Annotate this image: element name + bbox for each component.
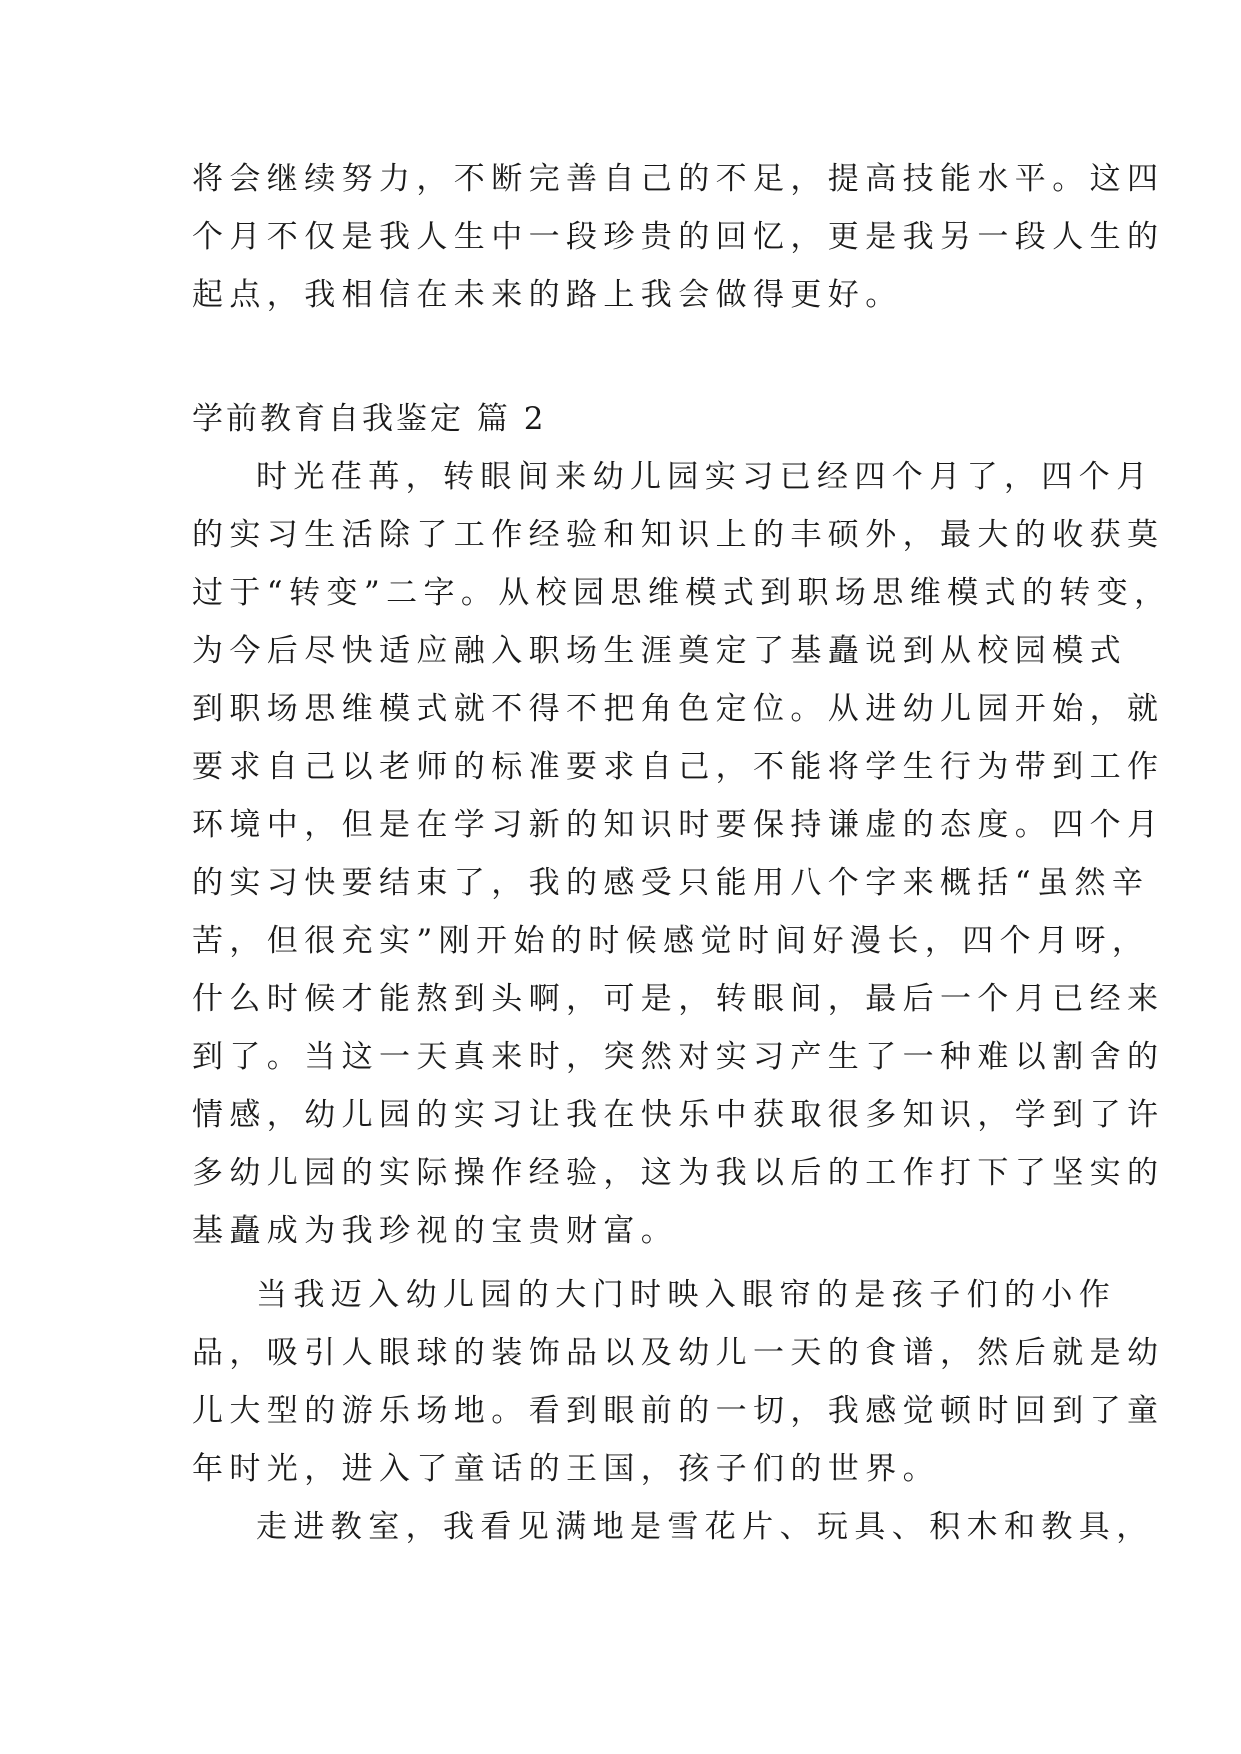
text-line: 年时光，进入了童话的王国，孩子们的世界。 xyxy=(192,1451,940,1487)
text-line: 到职场思维模式就不得不把角色定位。从进幼儿园开始，就 xyxy=(192,691,1165,727)
text-line: 走进教室，我看见满地是雪花片、玩具、积木和教具， xyxy=(256,1509,1154,1545)
text-line: 时光荏苒，转眼间来幼儿园实习已经四个月了，四个月 xyxy=(256,459,1154,495)
text-line: 为今后尽快适应融入职场生涯奠定了基矗说到从校园模式 xyxy=(192,633,1127,669)
intro-paragraph xyxy=(192,150,1165,324)
text-line: 多幼儿园的实际操作经验，这为我以后的工作打下了坚实的 xyxy=(192,1155,1165,1191)
text-line: 当我迈入幼儿园的大门时映入眼帘的是孩子们的小作 xyxy=(256,1277,1117,1313)
text-line: 环境中，但是在学习新的知识时要保持谦虚的态度。四个月 xyxy=(192,807,1165,843)
text-line: 品，吸引人眼球的装饰品以及幼儿一天的食谱，然后就是幼 xyxy=(192,1335,1165,1371)
text-line: 到了。当这一天真来时，突然对实习产生了一种难以割舍的 xyxy=(192,1039,1165,1075)
text-line: 起点，我相信在未来的路上我会做得更好。 xyxy=(192,277,903,313)
paragraph-3 xyxy=(192,1498,1154,1556)
text-line: 的实习快要结束了，我的感受只能用八个字来概括“虽然辛 xyxy=(192,865,1150,901)
section-title: 学前教育自我鉴定 篇 2 xyxy=(192,401,547,437)
text-line: 情感，幼儿园的实习让我在快乐中获取很多知识，学到了许 xyxy=(192,1097,1165,1133)
text-line: 儿大型的游乐场地。看到眼前的一切，我感觉顿时回到了童 xyxy=(192,1393,1165,1429)
text-line: 将会继续努力，不断完善自己的不足，提高技能水平。这四 xyxy=(192,161,1165,197)
paragraph-2 xyxy=(192,1266,1165,1498)
text-line: 什么时候才能熬到头啊，可是，转眼间，最后一个月已经来 xyxy=(192,981,1165,1017)
text-line: 要求自己以老师的标准要求自己，不能将学生行为带到工作 xyxy=(192,749,1165,785)
text-line: 的实习生活除了工作经验和知识上的丰硕外，最大的收获莫 xyxy=(192,517,1165,553)
text-line: 个月不仅是我人生中一段珍贵的回忆，更是我另一段人生的 xyxy=(192,219,1165,255)
paragraph-1 xyxy=(192,448,1172,1260)
text-line: 基矗成为我珍视的宝贵财富。 xyxy=(192,1213,679,1249)
text-line: 苦，但很充实”刚开始的时候感觉时间好漫长，四个月呀， xyxy=(192,923,1150,959)
text-line: 过于“转变”二字。从校园思维模式到职场思维模式的转变， xyxy=(192,575,1172,611)
